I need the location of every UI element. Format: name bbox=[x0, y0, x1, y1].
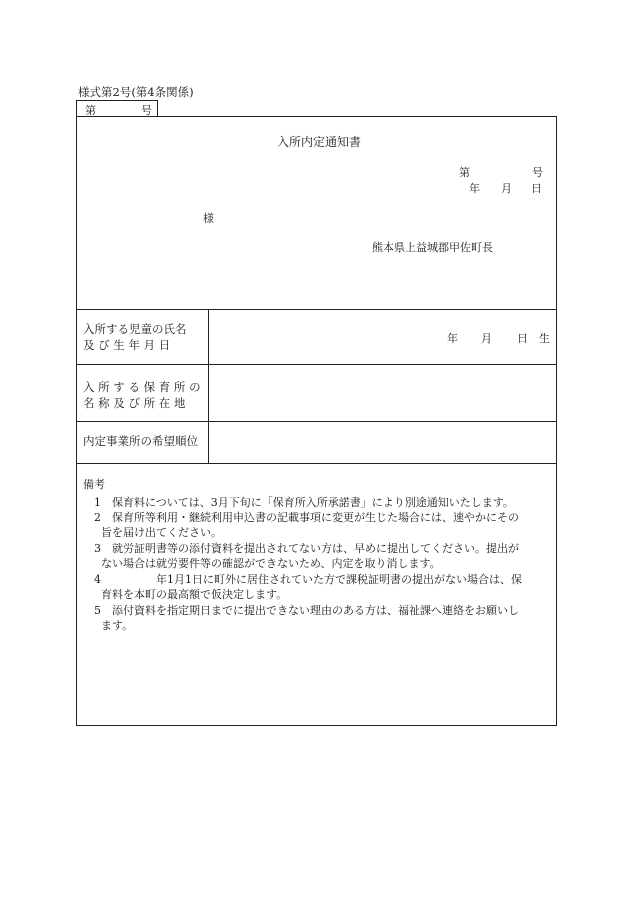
divider-row3 bbox=[77, 463, 556, 464]
note-line: ます。 bbox=[101, 619, 134, 632]
birth-suffix: 生 bbox=[539, 332, 550, 345]
birth-year: 年 bbox=[447, 332, 458, 345]
birth-day: 日 bbox=[517, 332, 528, 345]
row-child-name-label: 入所する児童の氏名 及 び 生 年 月 日 bbox=[83, 322, 187, 352]
row-preference-label: 内定事業所の希望順位 bbox=[83, 434, 198, 448]
label-column-divider bbox=[208, 309, 209, 463]
note-line: 旨を届け出てください。 bbox=[101, 526, 222, 539]
issuer-name: 熊本県上益城郡甲佐町長 bbox=[372, 241, 493, 254]
date-month: 月 bbox=[501, 182, 512, 195]
notes-heading: 備考 bbox=[83, 478, 105, 491]
note-line: 1 保育料については、3月下旬に「保育所入所承諾書」により別途通知いたします。 bbox=[94, 496, 514, 509]
note-line: ない場合は就労要件等の確認ができないため、内定を取り消します。 bbox=[101, 557, 441, 570]
note-line: 2 保育所等利用・継続利用申込書の記載事項に変更が生じた場合には、速やかにその bbox=[94, 511, 519, 524]
document-number-box bbox=[76, 100, 158, 116]
document-title: 入所内定通知書 bbox=[277, 135, 362, 149]
date-day: 日 bbox=[531, 182, 542, 195]
divider-header bbox=[77, 309, 556, 310]
note-line: 5 添付資料を指定期日までに提出できない理由のある方は、福祉課へ連絡をお願いし bbox=[94, 604, 519, 617]
divider-row1 bbox=[77, 364, 556, 365]
note-line: 3 就労証明書等の添付資料を提出されてない方は、早めに提出してください。提出が bbox=[94, 542, 519, 555]
birth-month: 月 bbox=[481, 332, 492, 345]
notification-form bbox=[76, 116, 557, 726]
note-line: 4 年1月1日に町外に居住されていた方で課税証明書の提出がない場合は、保 bbox=[94, 573, 522, 586]
number-box-dai: 第 bbox=[85, 104, 96, 117]
divider-row2 bbox=[77, 421, 556, 422]
form-number-label: 様式第2号(第4条関係) bbox=[78, 85, 194, 99]
note-line: 育料を本町の最高額で仮決定します。 bbox=[101, 588, 288, 601]
row-nursery-label: 入 所 す る 保 育 所 の 名 称 及 び 所 在 地 bbox=[83, 380, 201, 410]
header-number-go: 号 bbox=[532, 166, 543, 179]
addressee-suffix: 様 bbox=[203, 212, 214, 225]
number-box-go: 号 bbox=[141, 104, 152, 117]
date-year: 年 bbox=[469, 182, 480, 195]
header-number-dai: 第 bbox=[459, 166, 470, 179]
